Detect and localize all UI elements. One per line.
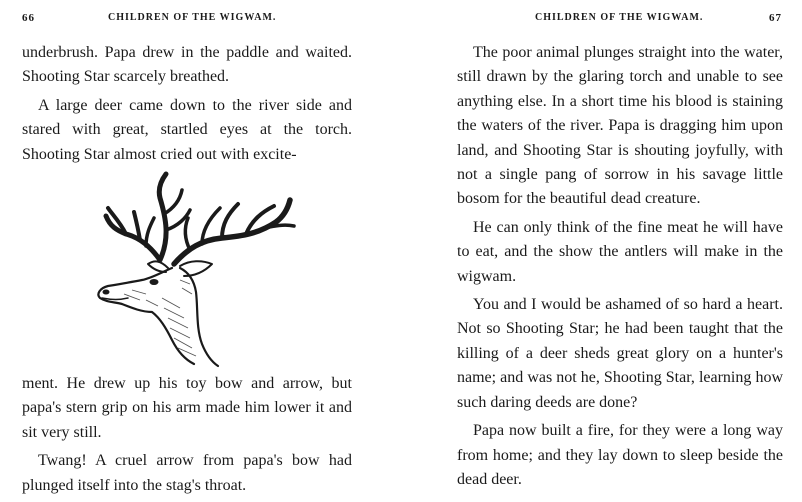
paragraph: A large deer came down to the river side and stared with great, startled eyes at the torch. Shooting Star almost cried out with excite- <box>22 96 352 163</box>
paragraph: He can only think of the fine meat he will have to eat, and the show the antlers will make in the wigwam. <box>457 218 783 285</box>
running-head: CHILDREN OF THE WIGWAM. <box>108 12 277 23</box>
left-text-top <box>22 41 352 171</box>
left-text-bottom <box>22 372 352 502</box>
paragraph: Papa now built a fire, for they were a long way from home; and they lay down to sleep beside the dead deer. <box>457 422 783 488</box>
paragraph: The poor animal plunges straight into the water, still drawn by the glaring torch and unable to see anything else. In a short time his blood is staining the waters of the river. Papa is dragging him upon land, and Shooting Star is shouting joyfully, with not a single pang of sorrow in his savage little bosom for the beautiful dead creature. <box>457 44 783 208</box>
right-text <box>457 41 783 496</box>
paragraph: You and I would be ashamed of so hard a heart. Not so Shooting Star; he had been taught that the killing of a deer sheds great glory on a hunter's name; and was not he, Shooting Star, learning how such daring deeds are done? <box>457 296 783 411</box>
right-page <box>401 0 802 500</box>
left-page <box>0 0 401 500</box>
paragraph: underbrush. Papa drew in the paddle and waited. Shooting Star scarcely breathed. <box>22 44 352 86</box>
stag-illustration <box>62 168 312 368</box>
paragraph: ment. He drew up his toy bow and arrow, but papa's stern grip on his arm made him lower it and sit very still. <box>22 375 352 441</box>
right-page-header <box>401 12 802 28</box>
left-page-header <box>0 12 401 28</box>
running-head: CHILDREN OF THE WIGWAM. <box>535 12 704 23</box>
page-number: 66 <box>22 12 35 24</box>
paragraph: Twang! A cruel arrow from papa's bow had plunged itself into the stag's throat. <box>22 452 352 494</box>
page-number: 67 <box>769 12 782 24</box>
